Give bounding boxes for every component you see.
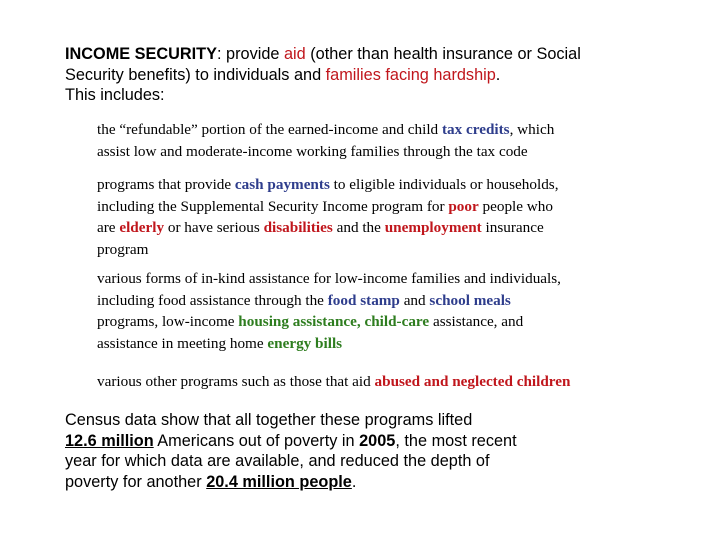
housing-childcare-keyword: housing assistance, child-care (238, 313, 430, 331)
school-meals-keyword: school meals (429, 291, 511, 309)
conclusion-line-4 (65, 472, 705, 493)
conclusion-period: . (351, 472, 357, 491)
million-12-6-highlight: 12.6 million (65, 431, 154, 450)
b2-line-2 (97, 196, 559, 218)
intro-paragraph (65, 44, 705, 106)
intro-period: . (495, 65, 501, 84)
list-item-tax-credits (97, 119, 554, 162)
b3-line-4 (97, 333, 561, 355)
b2-text-c: including the Supplemental Security Income program for (97, 197, 449, 215)
conclusion-text-c: , the most recent (395, 431, 517, 450)
b2-text-a: programs that provide (97, 176, 235, 193)
intro-rest-text: (other than health insurance or Social (305, 45, 581, 63)
conclusion-text-b: Americans out of poverty in (153, 431, 360, 450)
conclusion-paragraph (65, 410, 705, 492)
b3-text-e: assistance in meeting home (97, 334, 268, 352)
abused-neglected-keyword: abused and neglected children (374, 373, 571, 390)
disabilities-keyword: disabilities (263, 219, 333, 237)
b2-text-g: and the (332, 219, 385, 237)
cash-payments-keyword: cash payments (234, 176, 330, 193)
b3-text-d: assistance, and (429, 313, 524, 331)
intro-line-1 (65, 44, 705, 65)
b2-line-1 (97, 174, 559, 196)
aid-keyword: aid (283, 45, 306, 63)
b2-text-e: are (97, 219, 120, 237)
b1-text-a: the “refundable” portion of the earned-income and child (97, 121, 442, 138)
food-stamp-keyword: food stamp (327, 291, 400, 309)
b4-line-1 (97, 371, 570, 393)
b3-text-a: including food assistance through the (97, 291, 328, 309)
conclusion-line-2 (65, 431, 705, 452)
unemployment-keyword: unemployment (384, 219, 482, 237)
b3-text-c: programs, low-income (97, 313, 239, 331)
b2-text-b: to eligible individuals or households, (329, 176, 559, 193)
intro-line-2-text: Security benefits) to individuals and (65, 65, 326, 84)
b4-text-a: various other programs such as those that aid (97, 373, 375, 390)
conclusion-line-3: year for which data are available, and reduced the depth of (65, 452, 490, 471)
intro-colon-text: : provide (216, 45, 284, 63)
b2-text-d: people who (478, 197, 553, 215)
list-item-cash-payments (97, 174, 559, 260)
b3-line-3 (97, 311, 561, 333)
b3-text-b: and (399, 291, 430, 309)
b1-line-1 (97, 119, 554, 141)
income-security-heading: INCOME SECURITY (65, 45, 217, 63)
b2-text-h: insurance (481, 219, 544, 237)
b2-line-3 (97, 217, 559, 239)
b3-line-2 (97, 290, 561, 312)
b3-line-1: various forms of in-kind assistance for low-income families and individuals, (97, 270, 561, 287)
list-item-in-kind-assistance (97, 268, 561, 354)
intro-line-3: This includes: (65, 86, 165, 105)
intro-line-2 (65, 65, 705, 86)
conclusion-text-d: poverty for another (65, 472, 207, 491)
conclusion-line-1: Census data show that all together these programs lifted (65, 411, 473, 429)
b1-text-b: , which (509, 121, 555, 138)
families-hardship-keyword: families facing hardship (325, 65, 496, 84)
elderly-keyword: elderly (119, 219, 165, 237)
year-2005-highlight: 2005 (359, 431, 396, 450)
list-item-other-programs (97, 371, 570, 393)
b1-line-2: assist low and moderate-income working families through the tax code (97, 142, 528, 160)
tax-credits-keyword: tax credits (441, 121, 510, 138)
poor-keyword: poor (448, 197, 479, 215)
b2-line-4: program (97, 240, 149, 258)
million-20-4-highlight: 20.4 million people (206, 472, 352, 491)
energy-bills-keyword: energy bills (267, 334, 343, 352)
b2-text-f: or have serious (164, 219, 264, 237)
